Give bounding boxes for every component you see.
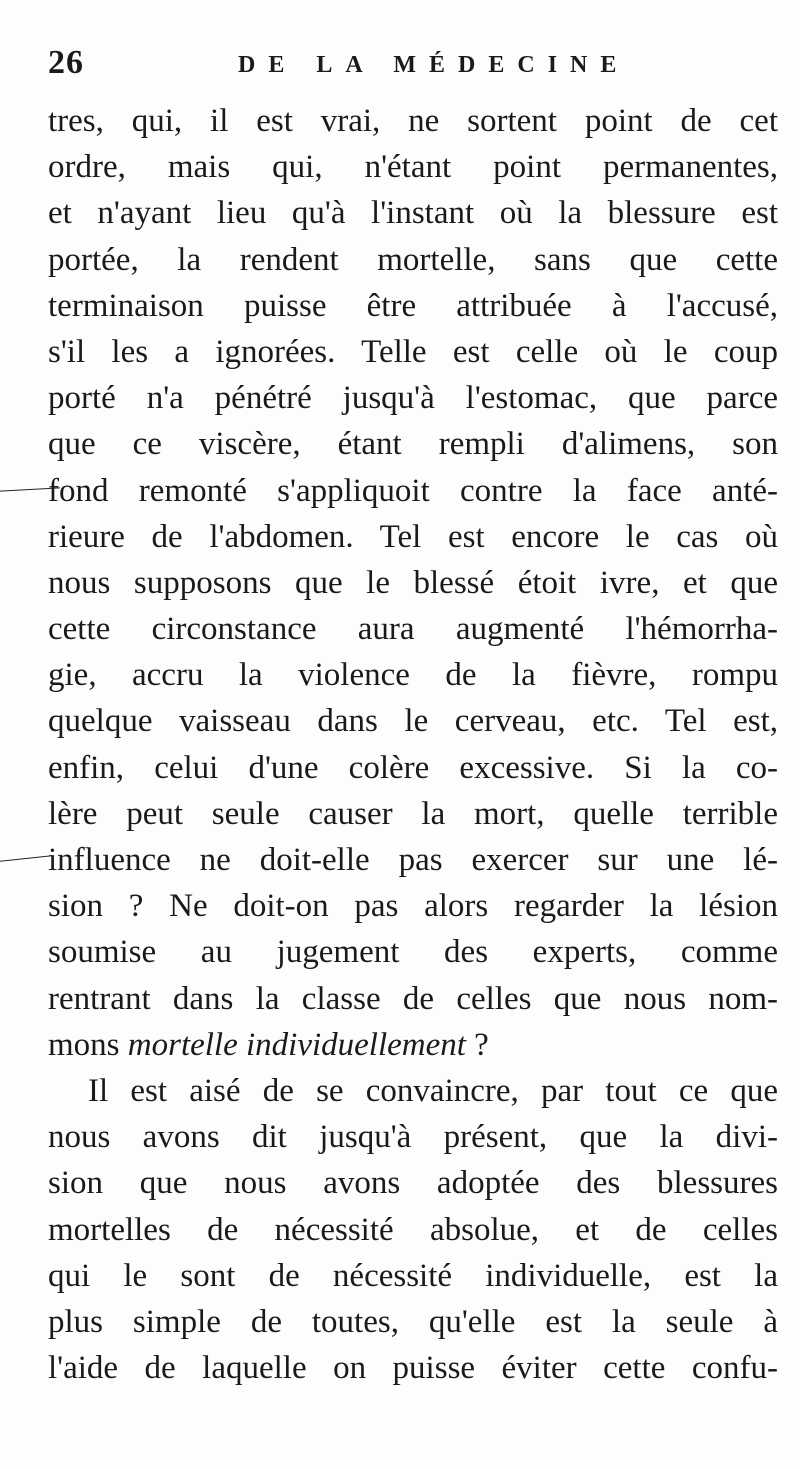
text-line: terminaison puisse être attribuée à l'accusé, [48,287,778,324]
body-text [48,98,778,1391]
text-line: s'il les a ignorées. Telle est celle où le coup [48,333,778,370]
margin-mark [0,855,52,861]
text-line: gie, accru la violence de la fièvre, rompu [48,657,778,694]
text-line: cette circonstance aura augmenté l'hémorrha- [48,611,778,648]
page-number: 26 [48,44,84,81]
text-line: l'aide de laquelle on puisse éviter cette confu- [48,1350,778,1387]
text-line: nous supposons que le blessé étoit ivre, et que [48,564,778,601]
text-line: soumise au jugement des experts, comme [48,934,778,971]
text-line: rieure de l'abdomen. Tel est encore le cas où [48,518,778,555]
text-fragment: mons [48,1026,128,1063]
text-line-paragraph-end [48,1022,778,1068]
text-line: lère peut seule causer la mort, quelle terrible [48,795,778,832]
text-line: mortelles de nécessité absolue, et de celles [48,1211,778,1248]
text-line: portée, la rendent mortelle, sans que cette [48,241,778,278]
text-line: nous avons dit jusqu'à présent, que la divi- [48,1119,778,1156]
text-line: rentrant dans la classe de celles que nous nom- [48,980,778,1017]
text-line: ordre, mais qui, n'étant point permanentes, [48,149,778,186]
text-line: fond remonté s'appliquoit contre la face anté- [48,472,778,509]
text-line-paragraph-start: Il est aisé de se convaincre, par tout ce que [88,1072,778,1109]
text-line: quelque vaisseau dans le cerveau, etc. Tel est, [48,703,778,740]
text-line: sion ? Ne doit-on pas alors regarder la lésion [48,888,778,925]
italic-phrase: mortelle individuellement [127,1026,466,1063]
text-line: et n'ayant lieu qu'à l'instant où la blessure est [48,195,778,232]
text-line: enfin, celui d'une colère excessive. Si la co- [48,749,778,786]
text-line: influence ne doit-elle pas exercer sur une lé- [48,842,778,878]
text-fragment: ? [465,1026,489,1063]
text-line: plus simple de toutes, qu'elle est la seule à [48,1303,778,1340]
text-line: sion que nous avons adoptée des blessures [48,1165,778,1202]
running-title: DE LA MÉDECINE [238,52,630,78]
text-line: que ce viscère, étant rempli d'alimens, son [48,426,778,463]
page-header [48,44,788,84]
text-line: qui le sont de nécessité individuelle, est la [48,1257,778,1294]
text-line: tres, qui, il est vrai, ne sortent point de cet [48,103,778,139]
text-line: porté n'a pénétré jusqu'à l'estomac, que parce [48,380,778,417]
